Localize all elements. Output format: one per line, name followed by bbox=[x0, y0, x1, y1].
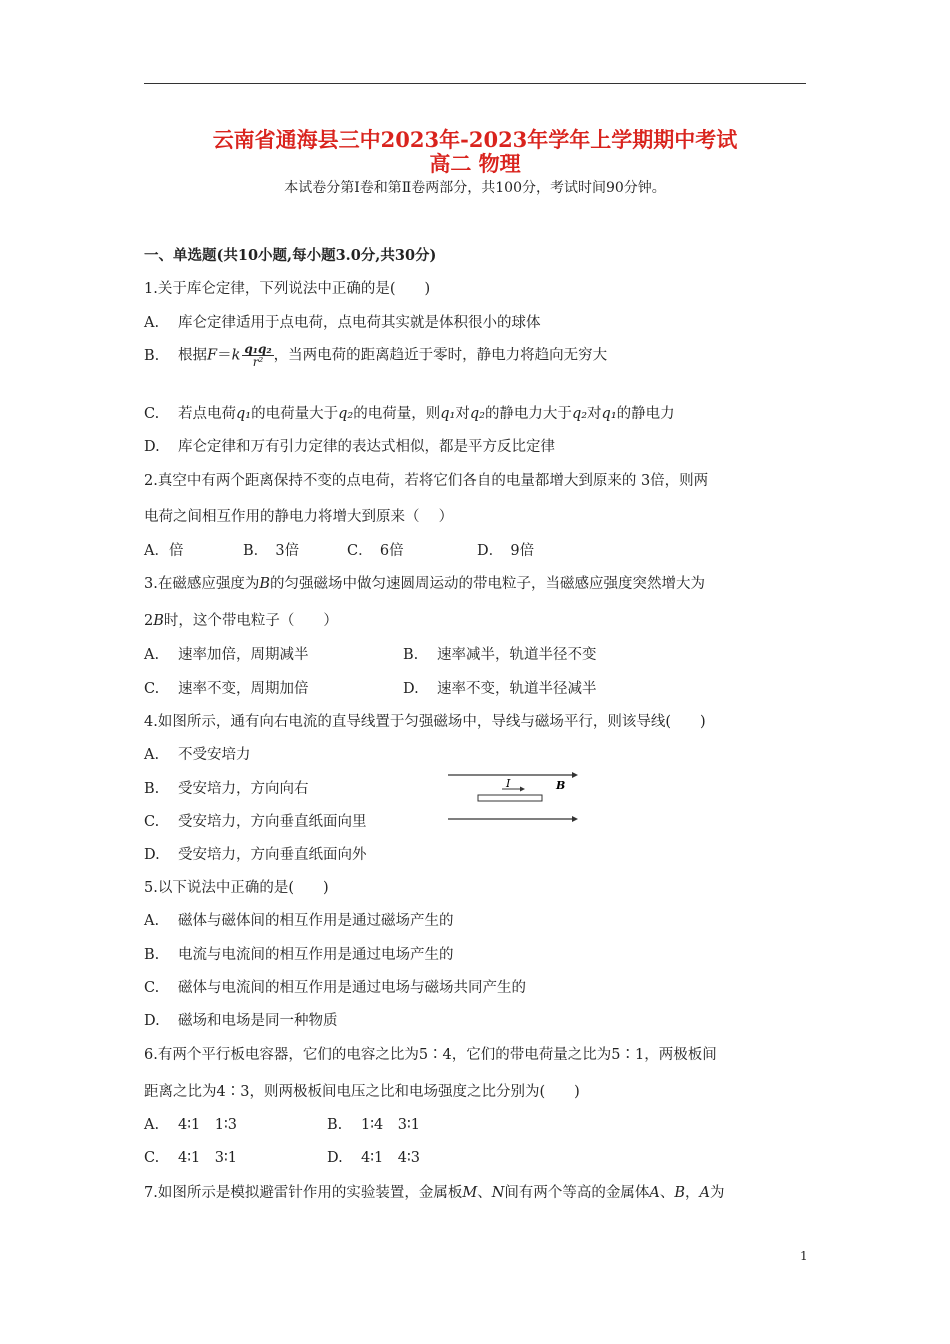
option-text: 受安培力，方向垂直纸面向里 bbox=[178, 814, 367, 830]
var-M: M bbox=[462, 1185, 478, 1201]
q2-option-b: B． 3倍 bbox=[243, 543, 300, 559]
text: 2 bbox=[144, 613, 154, 629]
q3-option-a bbox=[144, 643, 309, 664]
exam-title: 云南省通海县三中2023年-2023年学年上学期期中考试 bbox=[212, 127, 738, 152]
q4-option-a bbox=[144, 743, 251, 764]
q6-option-c bbox=[144, 1146, 237, 1167]
option-text: 4∶1 3∶1 bbox=[178, 1150, 237, 1166]
fraction-numerator: q₁q₂ bbox=[244, 342, 272, 356]
field-arrow-bottom bbox=[572, 816, 578, 822]
option-label: B. bbox=[144, 947, 160, 963]
q3-option-d bbox=[403, 677, 597, 698]
var-q2: q₂ bbox=[469, 406, 485, 422]
option-text: 库仑定律适用于点电荷，点电荷其实就是体积很小的球体 bbox=[178, 315, 541, 331]
option-text: 磁场和电场是同一种物质 bbox=[178, 1013, 338, 1029]
option-text: 不受安培力 bbox=[178, 747, 251, 763]
option-label: C. bbox=[144, 814, 160, 830]
option-label: C. bbox=[144, 980, 160, 996]
q4-option-c bbox=[144, 810, 367, 831]
formula-eq: ＝ bbox=[217, 347, 232, 364]
option-label: C. bbox=[144, 406, 160, 422]
option-label: A. bbox=[144, 315, 160, 331]
q1-option-c bbox=[144, 402, 675, 423]
option-label: C. bbox=[144, 1150, 160, 1166]
q4-option-d bbox=[144, 843, 367, 864]
text: 为 bbox=[710, 1185, 725, 1201]
text: 7.如图所示是模拟避雷针作用的实验装置，金属板 bbox=[144, 1185, 463, 1201]
var-A: A bbox=[649, 1185, 660, 1201]
q5-option-d bbox=[144, 1009, 338, 1030]
var-q2: q₂ bbox=[338, 406, 354, 422]
label-I: I bbox=[506, 777, 511, 790]
header-rule bbox=[144, 83, 806, 84]
option-text: 受安培力，方向向右 bbox=[178, 781, 309, 797]
var-N: N bbox=[491, 1185, 505, 1201]
text: 的静电力大于 bbox=[484, 406, 572, 422]
q4-stem: 4.如图所示，通有向右电流的直导线置于匀强磁场中，导线与磁场平行，则该导线( ) bbox=[144, 714, 706, 730]
var-q1: q₁ bbox=[236, 406, 252, 422]
option-label: D. bbox=[327, 1150, 343, 1166]
text: 间有两个等高的金属体 bbox=[504, 1185, 650, 1201]
fraction-denominator: r² bbox=[252, 355, 264, 369]
option-text: 速率不变，轨道半径减半 bbox=[437, 681, 597, 697]
text: 、 bbox=[477, 1185, 492, 1201]
var-B: B bbox=[259, 576, 270, 592]
q1-option-d bbox=[144, 435, 555, 456]
option-label: D. bbox=[144, 847, 160, 863]
text: 的电荷量，则 bbox=[353, 406, 441, 422]
q2-option-a: A．倍 bbox=[144, 543, 184, 559]
option-text: 库仑定律和万有引力定律的表达式相似，都是平方反比定律 bbox=[178, 439, 555, 455]
text: 时，这个带电粒子（ ） bbox=[163, 613, 338, 629]
coulomb-fraction bbox=[242, 343, 273, 368]
text: 的电荷量大于 bbox=[251, 406, 339, 422]
text: 3.在磁感应强度为 bbox=[144, 576, 260, 592]
var-q2: q₂ bbox=[571, 406, 588, 422]
var-q1: q₁ bbox=[440, 406, 456, 422]
q6-stem-line2: 距离之比为4∶3，则两极板间电压之比和电场强度之比分别为( ) bbox=[144, 1084, 580, 1100]
q2-stem-line1: 2.真空中有两个距离保持不变的点电荷，若将它们各自的电量都增大到原来的 3倍，则两 bbox=[144, 473, 709, 489]
exam-subject: 高二 物理 bbox=[429, 151, 521, 176]
option-text: 速率减半，轨道半径不变 bbox=[437, 647, 597, 663]
option-text: 受安培力，方向垂直纸面向外 bbox=[178, 847, 367, 863]
var-B: B bbox=[674, 1185, 686, 1201]
q5-option-a bbox=[144, 909, 454, 930]
text: 对 bbox=[455, 406, 470, 422]
option-label: A. bbox=[144, 647, 160, 663]
q2-stem-line2: 电荷之间相互作用的静电力将增大到原来（ ） bbox=[144, 509, 454, 525]
option-label: B. bbox=[327, 1117, 343, 1133]
q6-stem-line1: 6.有两个平行板电容器，它们的电容之比为5∶4，它们的带电荷量之比为5∶1，两极板间 bbox=[144, 1047, 717, 1063]
option-label: D. bbox=[144, 1013, 160, 1029]
formula-F: F bbox=[207, 347, 218, 364]
q6-option-d bbox=[327, 1146, 420, 1167]
q3-option-c bbox=[144, 677, 309, 698]
option-text: 4∶1 4∶3 bbox=[361, 1150, 420, 1166]
text: 若点电荷 bbox=[178, 406, 236, 422]
q1-option-a bbox=[144, 311, 541, 332]
option-text: 电流与电流间的相互作用是通过电场产生的 bbox=[178, 947, 454, 963]
wire bbox=[478, 795, 542, 801]
section-heading: 一、单选题(共10小题,每小题3.0分,共30分) bbox=[144, 247, 437, 264]
q3-stem-line1 bbox=[144, 572, 705, 593]
q5-option-b bbox=[144, 943, 454, 964]
option-label: B. bbox=[144, 347, 160, 364]
q2-option-c: C． 6倍 bbox=[347, 543, 404, 559]
option-text: 1∶4 3∶1 bbox=[361, 1117, 420, 1133]
field-arrow-top bbox=[572, 772, 578, 778]
text: 的静电力 bbox=[616, 406, 675, 422]
option-text: 磁体与电流间的相互作用是通过电场与磁场共同产生的 bbox=[178, 980, 526, 996]
var-A: A bbox=[699, 1185, 711, 1201]
q5-stem: 5.以下说法中正确的是( ) bbox=[144, 880, 329, 896]
q1-stem: 1.关于库仑定律，下列说法中正确的是( ) bbox=[144, 281, 431, 297]
option-label: B. bbox=[144, 781, 160, 797]
page-number: 1 bbox=[800, 1249, 808, 1263]
q4-magnetic-field-figure bbox=[446, 767, 580, 827]
q3-stem-line2 bbox=[144, 609, 338, 630]
text: 对 bbox=[587, 406, 602, 422]
q6-option-a bbox=[144, 1113, 237, 1134]
label-B: B bbox=[556, 779, 566, 792]
q6-option-b bbox=[327, 1113, 420, 1134]
option-label: D. bbox=[403, 681, 419, 697]
option-text: 速率加倍，周期减半 bbox=[178, 647, 309, 663]
text: ， bbox=[685, 1185, 700, 1201]
option-label: A. bbox=[144, 747, 160, 763]
option-text: 磁体与磁体间的相互作用是通过磁场产生的 bbox=[178, 913, 454, 929]
option-label: D. bbox=[144, 439, 160, 455]
option-label: C. bbox=[144, 681, 160, 697]
text: 、 bbox=[659, 1185, 675, 1201]
var-B: B bbox=[153, 613, 164, 629]
option-text: 根据 bbox=[178, 347, 207, 364]
option-text-tail: ，当两电荷的距离趋近于零时，静电力将趋向无穷大 bbox=[273, 347, 608, 364]
option-label: B. bbox=[403, 647, 419, 663]
var-q1: q₁ bbox=[601, 406, 617, 422]
q7-stem-line1 bbox=[144, 1181, 725, 1202]
q2-option-d: D． 9倍 bbox=[477, 543, 535, 559]
exam-instructions: 本试卷分第Ⅰ卷和第Ⅱ卷两部分，共100分，考试时间90分钟。 bbox=[284, 180, 666, 196]
q1-option-b bbox=[144, 343, 607, 368]
q5-option-c bbox=[144, 976, 526, 997]
text: 的匀强磁场中做匀速圆周运动的带电粒子，当磁感应强度突然增大为 bbox=[270, 576, 705, 592]
formula-k: k bbox=[231, 347, 241, 364]
option-label: A. bbox=[144, 1117, 160, 1133]
q4-option-b bbox=[144, 777, 309, 798]
option-text: 4∶1 1∶3 bbox=[178, 1117, 237, 1133]
option-text: 速率不变，周期加倍 bbox=[178, 681, 309, 697]
option-label: A. bbox=[144, 913, 160, 929]
q3-option-b bbox=[403, 643, 597, 664]
current-arrowhead bbox=[520, 787, 525, 792]
